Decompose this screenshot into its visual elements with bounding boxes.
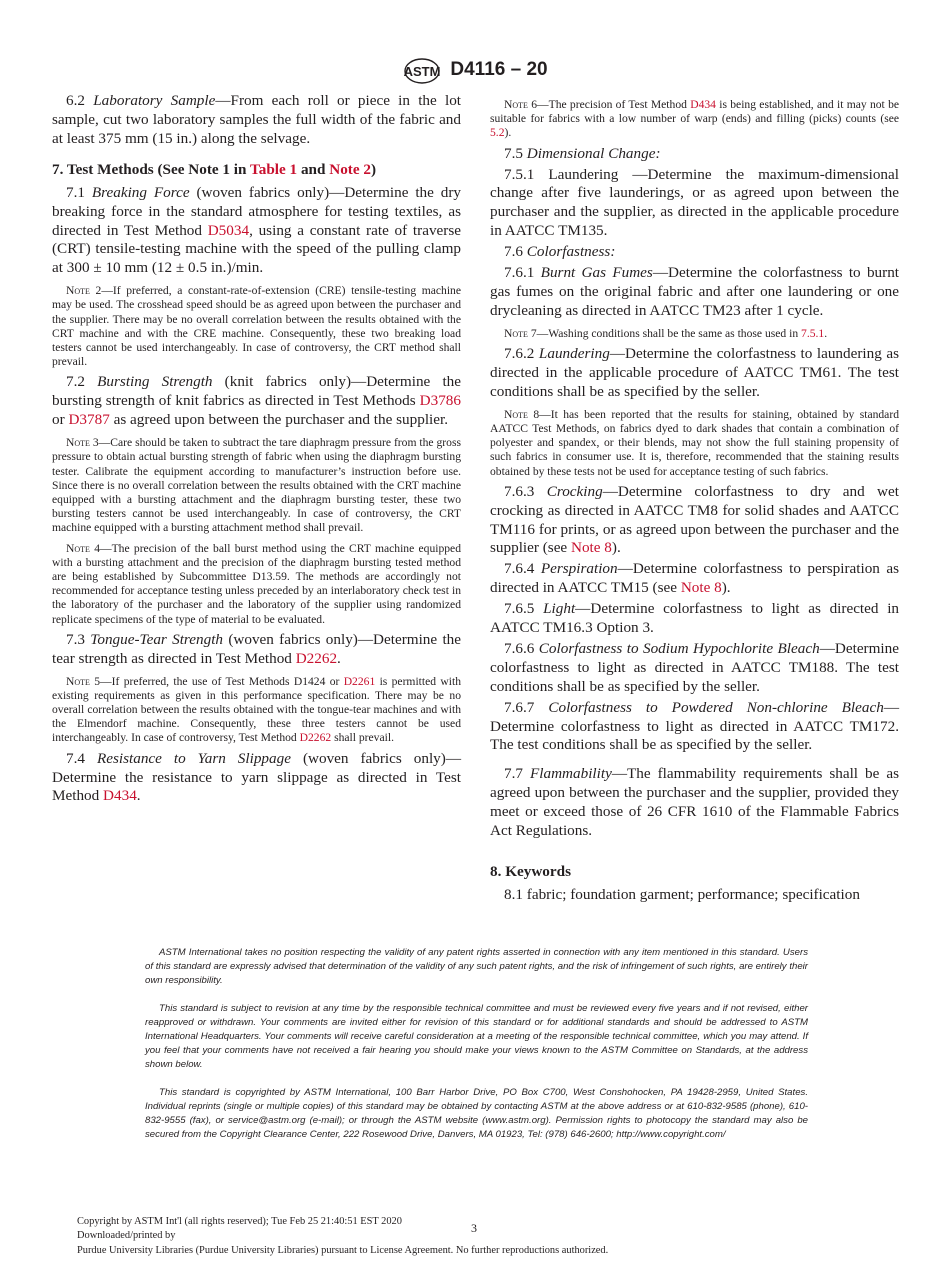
text-run: 7.4 <box>66 749 97 767</box>
text-run: (woven fabrics only)—Determine the tear strength as directed in Test Method <box>52 630 462 667</box>
note-label: Note <box>66 674 90 688</box>
text-run: shall prevail. <box>331 731 394 745</box>
text-run: 7.3 <box>66 630 91 648</box>
note-paragraph <box>52 675 461 746</box>
reference-link[interactable]: D434 <box>103 787 137 805</box>
text-run: (woven fabrics only)—Determine the resistance to yarn slippage as directed in Test Method <box>52 749 462 805</box>
text-run: 7.6.5 <box>504 600 544 618</box>
reference-link[interactable]: Note 8 <box>680 579 722 597</box>
note-paragraph <box>52 284 461 369</box>
text-run: 7.1 <box>66 183 92 201</box>
italic-term: Crocking <box>546 482 603 500</box>
copyright-notice: This standard is copyrighted by ASTM International, 100 Barr Harbor Drive, PO Box C700, West Conshohocken, PA 19428-2959, United States. Individual reprints (single or multiple copies) of this standard may be obtained by contacting ASTM at the above address or at 610-832-9585 (phone), 610-832-9555 (fax), or service@astm.org (e-mail); or through the ASTM website (www.astm.org). Permission rights to photocopy the standard may also be secured from the Copyright Clearance Center, 222 Rosewood Drive, Danvers, MA 01923, Tel: (978) 646-2600; http://www.copyright.com/ <box>145 1087 808 1140</box>
text-run: 7.6.2 <box>504 344 539 362</box>
footer-line: Purdue University Libraries (Purdue University Libraries) pursuant to License Agreement. No further reproductions authorized. <box>77 1244 609 1256</box>
text-run: 7.6.6 <box>504 639 539 657</box>
italic-term: Dimensional Change: <box>526 144 661 162</box>
spacer <box>490 757 899 765</box>
note-label: Note <box>504 326 528 340</box>
text-run: ). <box>611 539 621 557</box>
astm-logo-icon <box>402 56 442 84</box>
reference-link[interactable]: D2261 <box>343 674 376 688</box>
body-paragraph <box>490 640 899 697</box>
reference-link[interactable]: 7.5.1 <box>801 326 825 340</box>
page-number: 3 <box>471 1221 477 1235</box>
note-label: Note <box>66 284 90 298</box>
body-paragraph <box>52 184 461 279</box>
text-run: 7.2 <box>66 373 98 391</box>
text-run: 7. Test Methods (See Note 1 in <box>52 160 250 178</box>
svg-text:ASTM: ASTM <box>403 64 441 79</box>
note-label: Note <box>504 98 528 111</box>
right-column <box>490 92 899 907</box>
italic-term: Burnt Gas Fumes <box>540 264 653 282</box>
body-paragraph <box>490 264 899 321</box>
note-paragraph <box>52 542 461 627</box>
revision-notice: This standard is subject to revision at any time by the responsible technical committee and must be reviewed every five years and if not revised, either reapproved or withdrawn. Your comments are invited either for revision of this standard or for additional standards and should be addressed to ASTM International Headquarters. Your comments will receive careful consideration at a meeting of the responsible technical committee, which you may attend. If you feel that your comments have not received a fair hearing you should make your views known to the ASTM Committee on Standards, at the address shown below. <box>145 1003 808 1070</box>
italic-term: Breaking Force <box>91 183 190 201</box>
italic-term: Colorfastness: <box>526 243 616 261</box>
text-run: 6—The precision of Test Method <box>527 98 691 111</box>
text-run: ) <box>371 160 377 178</box>
text-run: 2—If preferred, a constant-rate-of-extension (CRE) tensile-testing machine may be used. The crosshead speed should be as agreed upon between the purchaser and the supplier. There may be no overall correlation between the results obtained with the CRT machine and with the CRE machine. Consequently, these two breaking load testers cannot be used interchangeably. In case of controversy, the CRT method shall prevail. <box>52 284 461 369</box>
reference-link[interactable]: Note 8 <box>570 539 612 557</box>
note-label: Note <box>66 436 90 450</box>
italic-term: Colorfastness to Powdered Non-chlorine Bleach <box>548 698 884 716</box>
reference-link[interactable]: D3786 <box>419 392 461 410</box>
text-run: 7.5.1 Laundering —Determine the maximum-dimensional change after five launderings, or as agreed upon between the purchaser and the supplier, as directed in the applicable procedure in AATCC TM135. <box>490 165 899 240</box>
italic-term: Tongue-Tear Strength <box>90 630 224 648</box>
text-run: , using a constant rate of traverse (CRT) tensile-testing machine with the speed of the pulling clamp at 300 ± 10 mm (12 ± 0.5 in.)/min. <box>52 221 461 277</box>
italic-term: Light <box>543 600 576 618</box>
body-paragraph <box>490 699 899 756</box>
text-run: —Determine colorfastness to perspiration as directed in AATCC TM15 (see <box>490 560 900 597</box>
italic-term: Bursting Strength <box>97 373 213 391</box>
italic-term: Resistance to Yarn Slippage <box>96 749 291 767</box>
text-run: ). <box>721 579 731 597</box>
reference-link[interactable]: D2262 <box>299 731 332 745</box>
text-run: —Determine colorfastness to light as directed in AATCC TM172. The test conditions shall be as specified by the seller. <box>490 698 900 754</box>
spacer <box>490 843 899 851</box>
italic-term: Flammability <box>529 765 612 783</box>
text-run: . <box>337 649 341 667</box>
note-label: Note <box>66 541 90 555</box>
text-run: is being established, and it may not be suitable for fabrics with a low number of warp (ends) and filling (picks) counts (see <box>490 98 900 126</box>
body-paragraph <box>52 750 461 807</box>
reference-link[interactable]: Note 2 <box>329 160 371 178</box>
note-paragraph <box>52 436 461 535</box>
text-run: (woven fabrics only)—Determine the dry breaking force in the standard atmosphere for testing textiles, as directed in Test Method <box>52 183 462 239</box>
footer-line: Copyright by ASTM Int'l (all rights reserved); Tue Feb 25 21:40:51 EST 2020 <box>77 1216 402 1227</box>
body-paragraph <box>52 373 461 430</box>
text-run: 4—The precision of the ball burst method using the CRT machine equipped with a bursting attachment and the precision of the diaphragm bursting tested method are being established by Subcommittee D13.59. The methods are accordingly not recommended for acceptance testing unless preceded by an interlaboratory check test in the laboratory of the purchaser and the laboratory of the supplier using randomized replicate specimens of the type of material to be evaluated. <box>52 541 461 626</box>
note-label: Note <box>504 407 528 421</box>
text-run: 8.1 fabric; foundation garment; performance; specification <box>504 886 860 904</box>
body-paragraph <box>490 345 899 402</box>
text-run: 8. Keywords <box>490 863 571 881</box>
text-run: . <box>136 787 141 805</box>
body-paragraph <box>490 765 899 841</box>
text-run: 7.5 <box>504 144 527 162</box>
text-run: 6.2 <box>66 92 94 109</box>
text-run: 7.6.3 <box>504 482 547 500</box>
reference-link[interactable]: D5034 <box>207 221 250 239</box>
italic-term: Perspiration <box>540 560 618 578</box>
text-run: or <box>52 411 69 429</box>
text-run: 7.7 <box>504 765 530 783</box>
body-paragraph <box>490 243 899 262</box>
text-run: —Determine colorfastness to light as directed in AATCC TM188. The test conditions shall be as specified by the seller. <box>490 639 899 695</box>
note-paragraph <box>490 327 899 341</box>
patent-notice: ASTM International takes no position respecting the validity of any patent rights asserted in connection with any item mentioned in this standard. Users of this standard are expressly advised that determination of the validity of any such patent rights, and the risk of infringement of such rights, are entirely their own responsibility. <box>145 947 808 986</box>
reference-link[interactable]: Table 1 <box>250 160 298 178</box>
reference-link[interactable]: D2262 <box>295 649 338 667</box>
body-paragraph <box>490 600 899 638</box>
text-run: 8—It has been reported that the results for staining, obtained by standard AATCC Test Methods, on fabrics dyed to dark shades that contain a combination of polyester and spandex, or their blends, may not show the full staining propensity of such fabrics in consumer use. It is, therefore, recommended that the staining results obtained by these tests not be used for acceptance testing of such fabrics. <box>490 407 899 478</box>
text-run: —The flammability requirements shall be as agreed upon between the purchaser and the supplier, provided they meet or exceed those of 26 CFR 1610 of the Flammable Fabrics Act Regulations. <box>490 765 900 840</box>
text-run: is permitted with existing requirements as given in this performance specification. There may be no overall correlation between the results obtained with the tongue-tear machines and with the Elmendorf machine. Consequently, these three testers cannot be used interchangeably. In case of controversy, Test Method <box>52 674 461 745</box>
section-heading <box>490 862 899 881</box>
document-designation: D4116 – 20 <box>450 59 548 80</box>
text-run: —From each roll or piece in the lot sample, cut two laboratory samples the full width of the fabric and at least 375 mm (15 in.) along the selvage. <box>52 92 462 147</box>
text-run: as agreed upon between the purchaser and the supplier. <box>109 411 449 429</box>
reference-link[interactable]: 5.2 <box>490 126 505 140</box>
italic-term: Colorfastness to Sodium Hypochlorite Bleach <box>538 639 820 657</box>
italic-term: Laboratory Sample <box>93 92 216 109</box>
body-paragraph <box>490 145 899 164</box>
body-paragraph <box>52 631 461 669</box>
text-run: 3—Care should be taken to subtract the tare diaphragm pressure from the gross pressure to obtain actual bursting strength of fabric when using the diaphragm bursting tester. Calibrate the equipment according to manufacturer’s instruction before use. Since there is no overall correlation between the results obtained with the CRT machine equipped with a bursting attachment and the diaphragm bursting tester, these two bursting testers cannot be used interchangeably. In case of controversy, the CRT machine equipped with a bursting attachment method shall prevail. <box>52 436 461 535</box>
text-run: —Determine colorfastness to dry and wet crocking as directed in AATCC TM8 for solid shades and AATCC TM116 for prints, or as agreed upon between the purchaser and the supplier (see <box>490 482 899 557</box>
download-footer <box>77 1215 608 1258</box>
text-run: —Determine colorfastness to light as directed in AATCC TM16.3 Option 3. <box>490 600 900 637</box>
text-run: —Determine the colorfastness to burnt gas fumes on the original fabric and after one laundering or one drycleaning as directed in AATCC TM23 after 1 cycle. <box>490 264 900 319</box>
text-run: 7—Washing conditions shall be the same as those used in <box>527 326 802 340</box>
legal-notice <box>145 946 808 1156</box>
footer-line: Downloaded/printed by <box>77 1230 176 1242</box>
body-paragraph <box>490 166 899 242</box>
reference-link[interactable]: D3787 <box>68 411 110 429</box>
text-run: and <box>297 160 330 178</box>
text-run: 7.6.1 <box>504 264 541 282</box>
section-heading <box>52 160 461 179</box>
note-paragraph <box>490 408 899 479</box>
text-run: . <box>824 326 828 340</box>
text-run: 7.6.7 <box>504 698 549 716</box>
page-header <box>0 56 950 84</box>
text-run: 7.6.4 <box>504 560 541 578</box>
reference-link[interactable]: D434 <box>690 98 716 111</box>
body-paragraph <box>52 92 461 149</box>
text-run: ). <box>504 126 512 140</box>
body-paragraph <box>490 560 899 598</box>
text-run: (knit fabrics only)—Determine the bursting strength of knit fabrics as directed in Test Methods <box>52 373 461 410</box>
text-run: —Determine the colorfastness to laundering as directed in the applicable procedure of AATCC TM61. The test conditions shall be as specified by the seller. <box>490 344 899 400</box>
text-run: 7.6 <box>504 243 527 261</box>
left-column <box>52 92 461 808</box>
body-paragraph <box>490 483 899 559</box>
note-paragraph <box>490 98 899 141</box>
body-paragraph <box>490 886 899 905</box>
italic-term: Laundering <box>538 344 610 362</box>
text-run: 5—If preferred, the use of Test Methods D1424 or <box>89 674 344 688</box>
